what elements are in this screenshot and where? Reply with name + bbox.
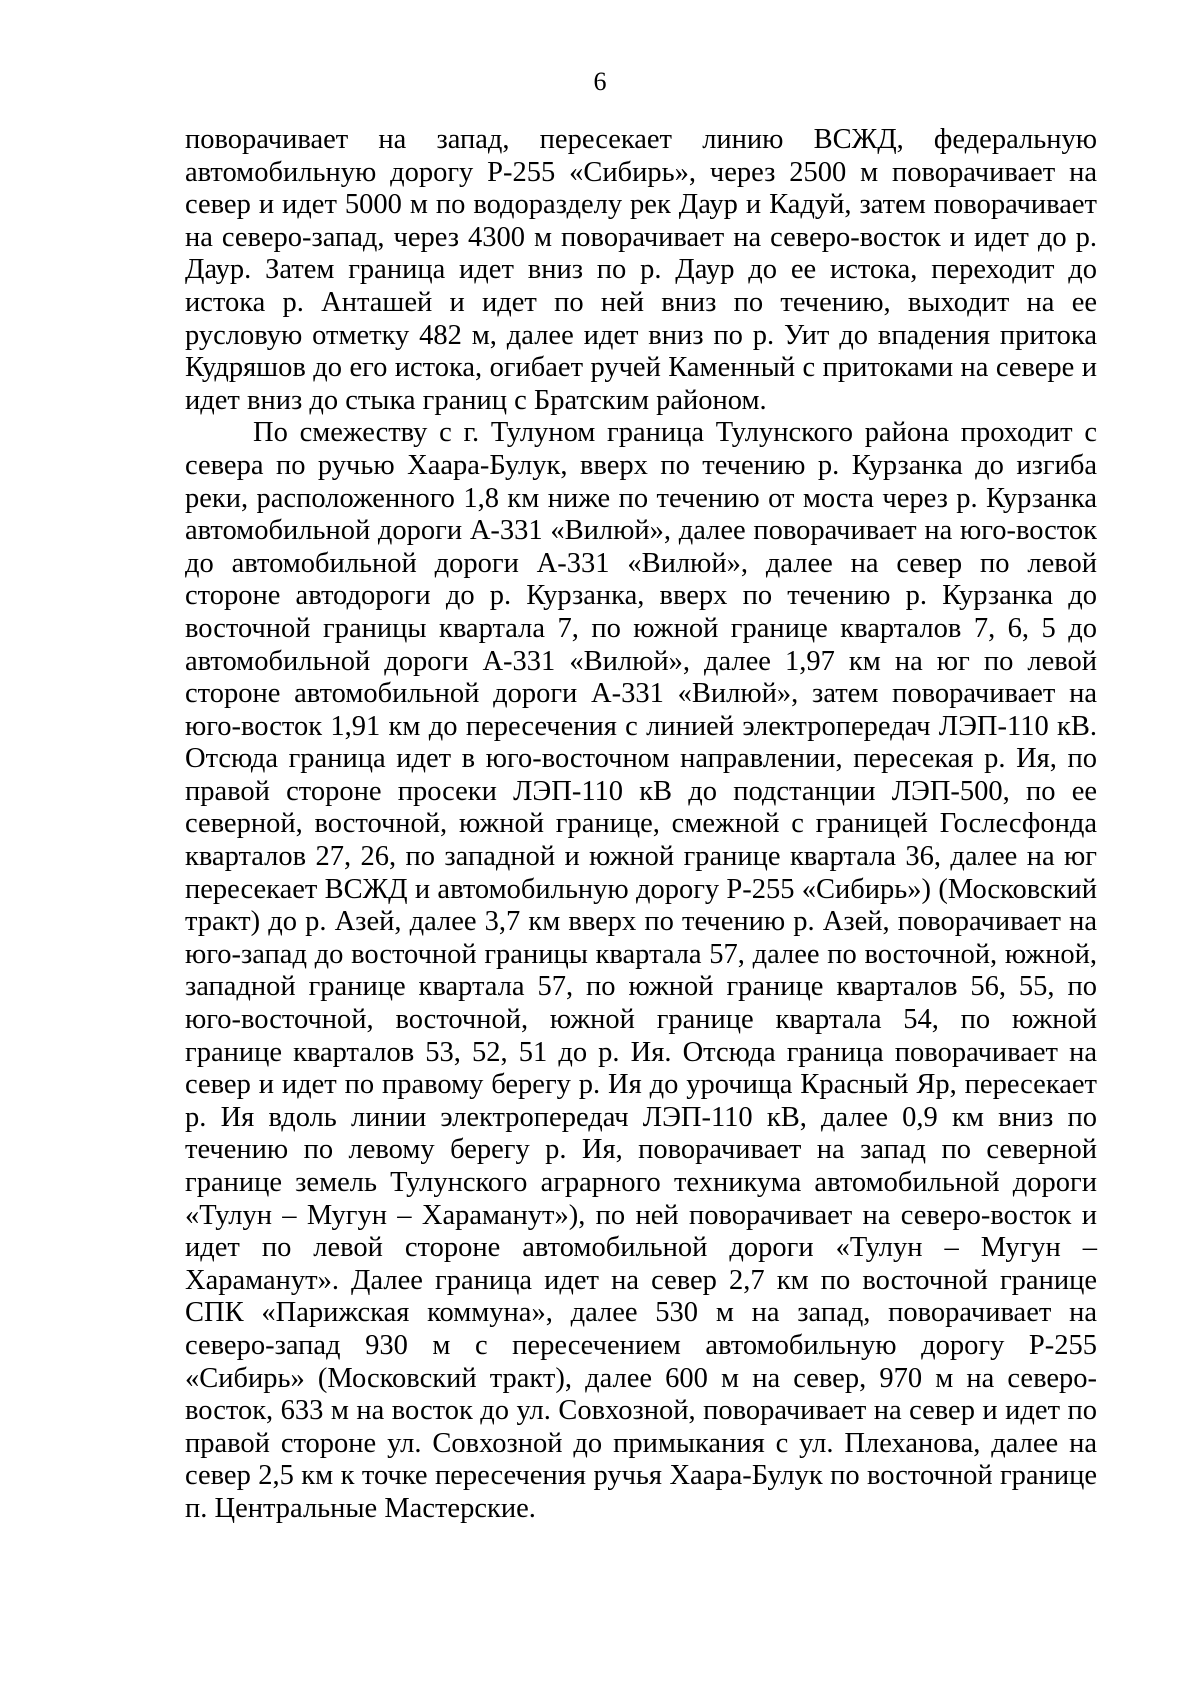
document-body <box>185 124 1097 1526</box>
paragraph-continuation: поворачивает на запад, пересекает линию ВСЖД, федеральную автомобильную дорогу Р-255 «Сибирь», через 2500 м поворачивает на север и идет 5000 м по водоразделу рек Даур и Кадуй, затем поворачивает на северо-запад, через 4300 м поворачивает на северо-восток и идет до р. Даур. Затем граница идет вниз по р. Даур до ее истока, переходит до истока р. Анташей и идет по ней вниз по течению, выходит на ее русловую отметку 482 м, далее идет вниз по р. Уит до впадения притока Кудряшов до его истока, огибает ручей Каменный с притоками на севере и идет вниз до стыка границ с Братским районом. <box>185 124 1097 416</box>
paragraph-tulun-boundary: По смежеству с г. Тулуном граница Тулунского района проходит с севера по ручью Хаара-Булук, вверх по течению р. Курзанка до изгиба реки, расположенного 1,8 км ниже по течению от моста через р. Курзанка автомобильной дороги А-331 «Вилюй», далее поворачивает на юго-восток до автомобильной дороги А-331 «Вилюй», далее на север по левой стороне автодороги до р. Курзанка, вверх по течению р. Курзанка до восточной границы квартала 7, по южной границе кварталов 7, 6, 5 до автомобильной дороги А-331 «Вилюй», далее 1,97 км на юг по левой стороне автомобильной дороги А-331 «Вилюй», затем поворачивает на юго-восток 1,91 км до пересечения с линией электропередач ЛЭП-110 кВ. Отсюда граница идет в юго-восточном направлении, пересекая р. Ия, по правой стороне просеки ЛЭП-110 кВ до подстанции ЛЭП-500, по ее северной, восточной, южной границе, смежной с границей Гослесфонда кварталов 27, 26, по западной и южной границе квартала 36, далее на юг пересекает ВСЖД и автомобильную дорогу Р-255 «Сибирь») (Московский тракт) до р. Азей, далее 3,7 км вверх по течению р. Азей, поворачивает на юго-запад до восточной границы квартала 57, далее по восточной, южной, западной границе квартала 57, по южной границе кварталов 56, 55, по юго-восточной, восточной, южной границе квартала 54, по южной границе кварталов 53, 52, 51 до р. Ия. Отсюда граница поворачивает на север и идет по правому берегу р. Ия до урочища Красный Яр, пересекает р. Ия вдоль линии электропередач ЛЭП-110 кВ, далее 0,9 км вниз по течению по левому берегу р. Ия, поворачивает на запад по северной границе земель Тулунского аграрного техникума автомобильной дороги «Тулун – Мугун – Хараманут»), по ней поворачивает на северо-восток и идет по левой стороне автомобильной дороги «Тулун – Мугун – Хараманут». Далее граница идет на север 2,7 км по восточной границе СПК «Парижская коммуна», далее 530 м на запад, поворачивает на северо-запад 930 м с пересечением автомобильную дорогу Р-255 «Сибирь» (Московский тракт), далее 600 м на север, 970 м на северо-восток, 633 м на восток до ул. Совхозной, поворачивает на север и идет по правой стороне ул. Совхозной до примыкания с ул. Плеханова, далее на север 2,5 км к точке пересечения ручья Хаара-Булук по восточной границе п. Центральные Мастерские. <box>185 417 1097 1524</box>
page-number: 6 <box>593 67 607 96</box>
